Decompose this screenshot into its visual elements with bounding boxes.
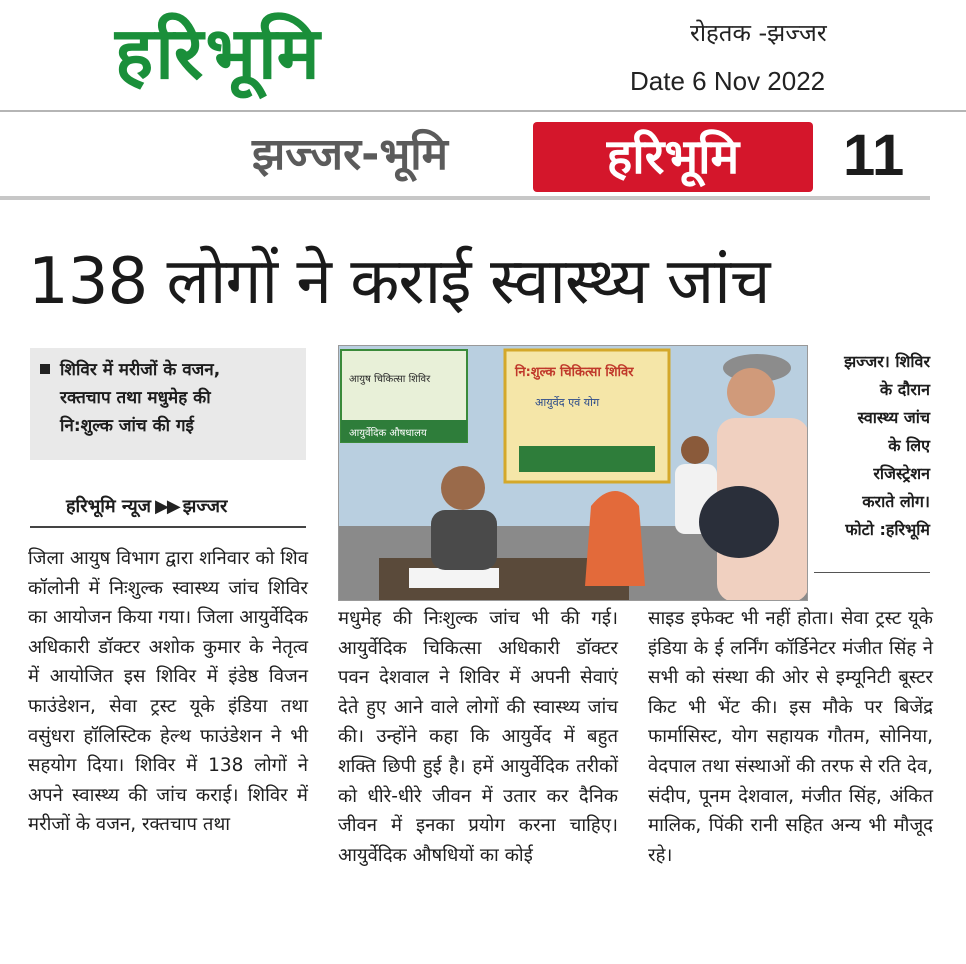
highlight-line: शिविर में मरीजों के वजन,: [60, 360, 221, 380]
banner-right-line: नि:शुल्क चिकित्सा शिविर: [515, 365, 634, 380]
banner-left-line: आयुष चिकित्सा शिविर: [349, 374, 431, 385]
caption-line: स्वास्थ्य जांच: [857, 408, 930, 427]
banner-left-line: आयुर्वेदिक औषधालय: [349, 428, 427, 439]
highlight-box: [30, 348, 306, 460]
caption-line: झज्जर। शिविर: [844, 352, 930, 371]
byline-source: हरिभूमि न्यूज: [66, 496, 152, 517]
person-boy: [681, 436, 709, 464]
bullet-square-icon: [40, 364, 50, 374]
byline: [66, 494, 227, 518]
caption-line: रजिस्ट्रेशन: [873, 464, 930, 483]
page-number: 11: [843, 123, 905, 188]
caption-line: कराते लोग।: [862, 492, 930, 511]
edition-city: रोहतक -झज्जर: [690, 19, 827, 47]
article-headline: 138 लोगों ने कराई स्वास्थ्य जांच: [28, 245, 770, 319]
article-photo: [338, 345, 808, 601]
caption-line: के लिए: [888, 436, 930, 455]
article-column-2: मधुमेह की निःशुल्क जांच भी की गई।आयुर्वेदिक चिकित्सा अधिकारी डॉक्टर पवन देशवाल ने शिविर में अपनी सेवाएं देते हुए आने वाले लोगों की स्वास्थ्य जांच की। उन्होंने कहा कि आयुर्वेद में बहुत शक्ति छिपी हुई है। हमें आयुर्वेदिक तरीकों को धीरे-धीरे जीवन में उतार कर दैनिक जीवन में इनका प्रयोग करना चाहिए। आयुर्वेदिक औषधियों का कोई: [338, 608, 618, 866]
edition-date: Date 6 Nov 2022: [630, 66, 826, 96]
caption-line: के दौरान: [879, 380, 930, 399]
caption-credit: फोटो :हरिभूमि: [845, 520, 930, 539]
highlight-line: नि:शुल्क जांच की गई: [60, 416, 194, 436]
section-logo: हरिभूमि: [533, 122, 813, 192]
person-doctor: [441, 466, 485, 510]
byline-divider: [30, 526, 306, 528]
byline-place: झज्जर: [182, 496, 228, 517]
article-column-1: जिला आयुष विभाग द्वारा शनिवार को शिव कॉलोनी में निःशुल्क स्वास्थ्य जांच शिविर का आयोजन किया गया। जिला आयुर्वेदिक अधिकारी डॉक्टर अशोक कुमार के नेतृत्व में आयोजित इस शिविर में इंडेष्ठ विजन फाउंडेशन, सेवा ट्रस्ट यूके इंडिया तथा वसुंधरा हॉलिस्टिक हेल्थ फाउंडेशन ने भी सहयोग दिया। शिविर में 138 लोगों ने अपने स्वास्थ्य की जांच कराई। शिविर में मरीजों के वजन, रक्तचाप तथा: [28, 548, 308, 836]
top-divider: [0, 110, 966, 112]
photo-illustration: [339, 346, 808, 601]
section-name: झज्जर-भूमि: [252, 129, 448, 180]
header-divider: [0, 196, 930, 200]
double-arrow-icon: ▶▶: [155, 496, 179, 517]
photo-caption: [814, 348, 930, 544]
article-column-3: साइड इफेक्ट भी नहीं होता। सेवा ट्रस्ट यूके इंडिया के ई लर्निंग कॉर्डिनेटर मंजीत सिंह ने सभी को संस्था की ओर से इम्यूनिटी बूस्टर किट भी भेंट की। इस मौके पर बिजेंद्र फार्मासिस्ट, योग सहायक गौतम, सोनिया, वेदपाल तथा संस्थाओं की तरफ से रति देव, संदीप, पूनम देशवाल, मंजीत सिंह, अंकित मालिक, पिंकी रानी सहित अन्य भी मौजूद रहे।: [648, 608, 933, 866]
masthead-logo: हरिभूमि: [115, 11, 322, 95]
caption-divider: [814, 572, 930, 573]
banner-right-line: आयुर्वेद एवं योग: [535, 396, 600, 409]
highlight-line: रक्तचाप तथा मधुमेह की: [60, 388, 211, 408]
